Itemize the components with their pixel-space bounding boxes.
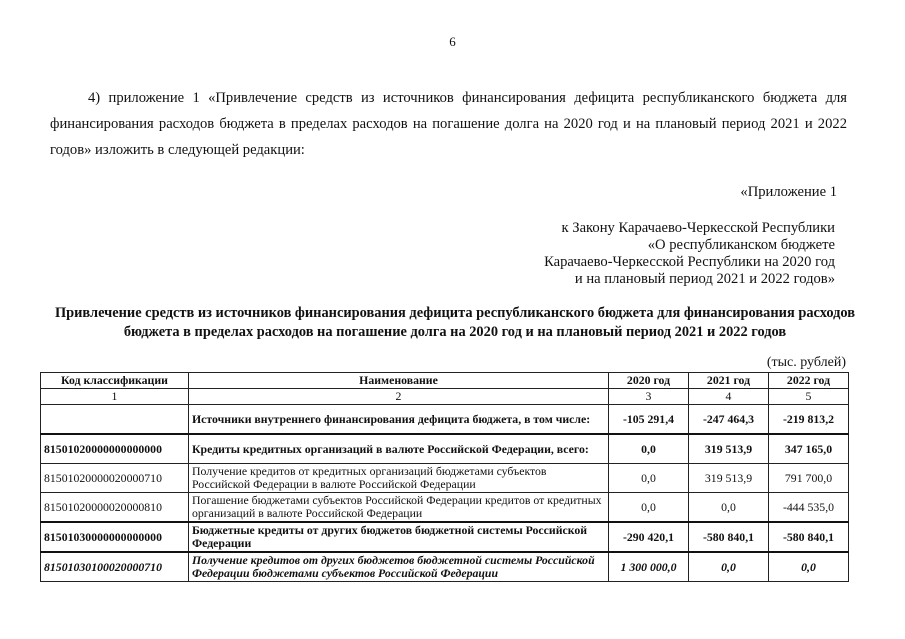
row-name: Получение кредитов от других бюджетов бюджетной системы Российской Федерации бюджетами субъектов Российской Федерации [189,552,609,582]
row-value-2020: 1 300 000,0 [609,552,689,582]
row-name: Бюджетные кредиты от других бюджетов бюджетной системы Российской Федерации [189,522,609,552]
row-value-2022: -219 813,2 [769,405,849,435]
row-code [41,405,189,435]
financing-table [40,372,849,582]
row-code: 81501020000020000810 [41,493,189,523]
index-cell: 2 [189,389,609,405]
appendix-label: «Приложение 1 [740,184,837,200]
row-value-2022: -444 535,0 [769,493,849,523]
table-header-row [41,373,849,389]
law-reference-line: и на плановый период 2021 и 2022 годов» [574,271,835,287]
law-reference [544,220,835,288]
units-label: (тыс. рублей) [766,355,846,370]
law-reference-line: «О республиканском бюджете [647,237,835,253]
row-value-2021: 319 513,9 [689,434,769,464]
header-code: Код классификации [41,373,189,389]
table-row [41,434,849,464]
table-index-row [41,389,849,405]
row-value-2020: 0,0 [609,434,689,464]
index-cell: 1 [41,389,189,405]
table-row [41,464,849,493]
row-code: 81501030000000000000 [41,522,189,552]
intro-text: 4) приложение 1 «Привлечение средств из источников финансирования дефицита республиканского бюджета для финансирования расходов бюджета в пределах расходов на погашение долга на 2020 год и на плановый период 2021 и 2022 годов» изложить в следующей редакции: [50,90,847,158]
table-row [41,522,849,552]
row-value-2020: -105 291,4 [609,405,689,435]
header-2021: 2021 год [689,373,769,389]
row-value-2021: -247 464,3 [689,405,769,435]
table-row [41,493,849,523]
row-name: Получение кредитов от кредитных организаций бюджетами субъектов Российской Федерации в валюте Российской Федерации [189,464,609,493]
row-value-2022: 791 700,0 [769,464,849,493]
table-title: Привлечение средств из источников финансирования дефицита республиканского бюджета для финансирования расходов бюджета в пределах расходов на погашение долга на 2020 год и на плановый период 2021 и 2022 годов [54,305,856,340]
row-name: Кредиты кредитных организаций в валюте Российской Федерации, всего: [189,434,609,464]
header-name: Наименование [189,373,609,389]
law-reference-line: к Закону Карачаево-Черкесской Республики [561,220,835,236]
table-row [41,405,849,435]
law-reference-line: Карачаево-Черкесской Республики на 2020 год [544,254,835,270]
row-code: 81501020000020000710 [41,464,189,493]
row-value-2020: 0,0 [609,493,689,523]
intro-paragraph [50,85,847,163]
row-value-2022: 347 165,0 [769,434,849,464]
row-value-2021: 0,0 [689,493,769,523]
row-code: 81501020000000000000 [41,434,189,464]
index-cell: 3 [609,389,689,405]
row-value-2021: -580 840,1 [689,522,769,552]
index-cell: 5 [769,389,849,405]
row-name: Погашение бюджетами субъектов Российской Федерации кредитов от кредитных организаций в валюте Российской Федерации [189,493,609,523]
header-2022: 2022 год [769,373,849,389]
row-value-2021: 0,0 [689,552,769,582]
row-value-2022: -580 840,1 [769,522,849,552]
row-name: Источники внутреннего финансирования дефицита бюджета, в том числе: [189,405,609,435]
index-cell: 4 [689,389,769,405]
row-value-2020: -290 420,1 [609,522,689,552]
row-value-2021: 319 513,9 [689,464,769,493]
row-value-2020: 0,0 [609,464,689,493]
row-value-2022: 0,0 [769,552,849,582]
table-row [41,552,849,582]
page-number: 6 [449,34,456,49]
row-code: 81501030100020000710 [41,552,189,582]
header-2020: 2020 год [609,373,689,389]
